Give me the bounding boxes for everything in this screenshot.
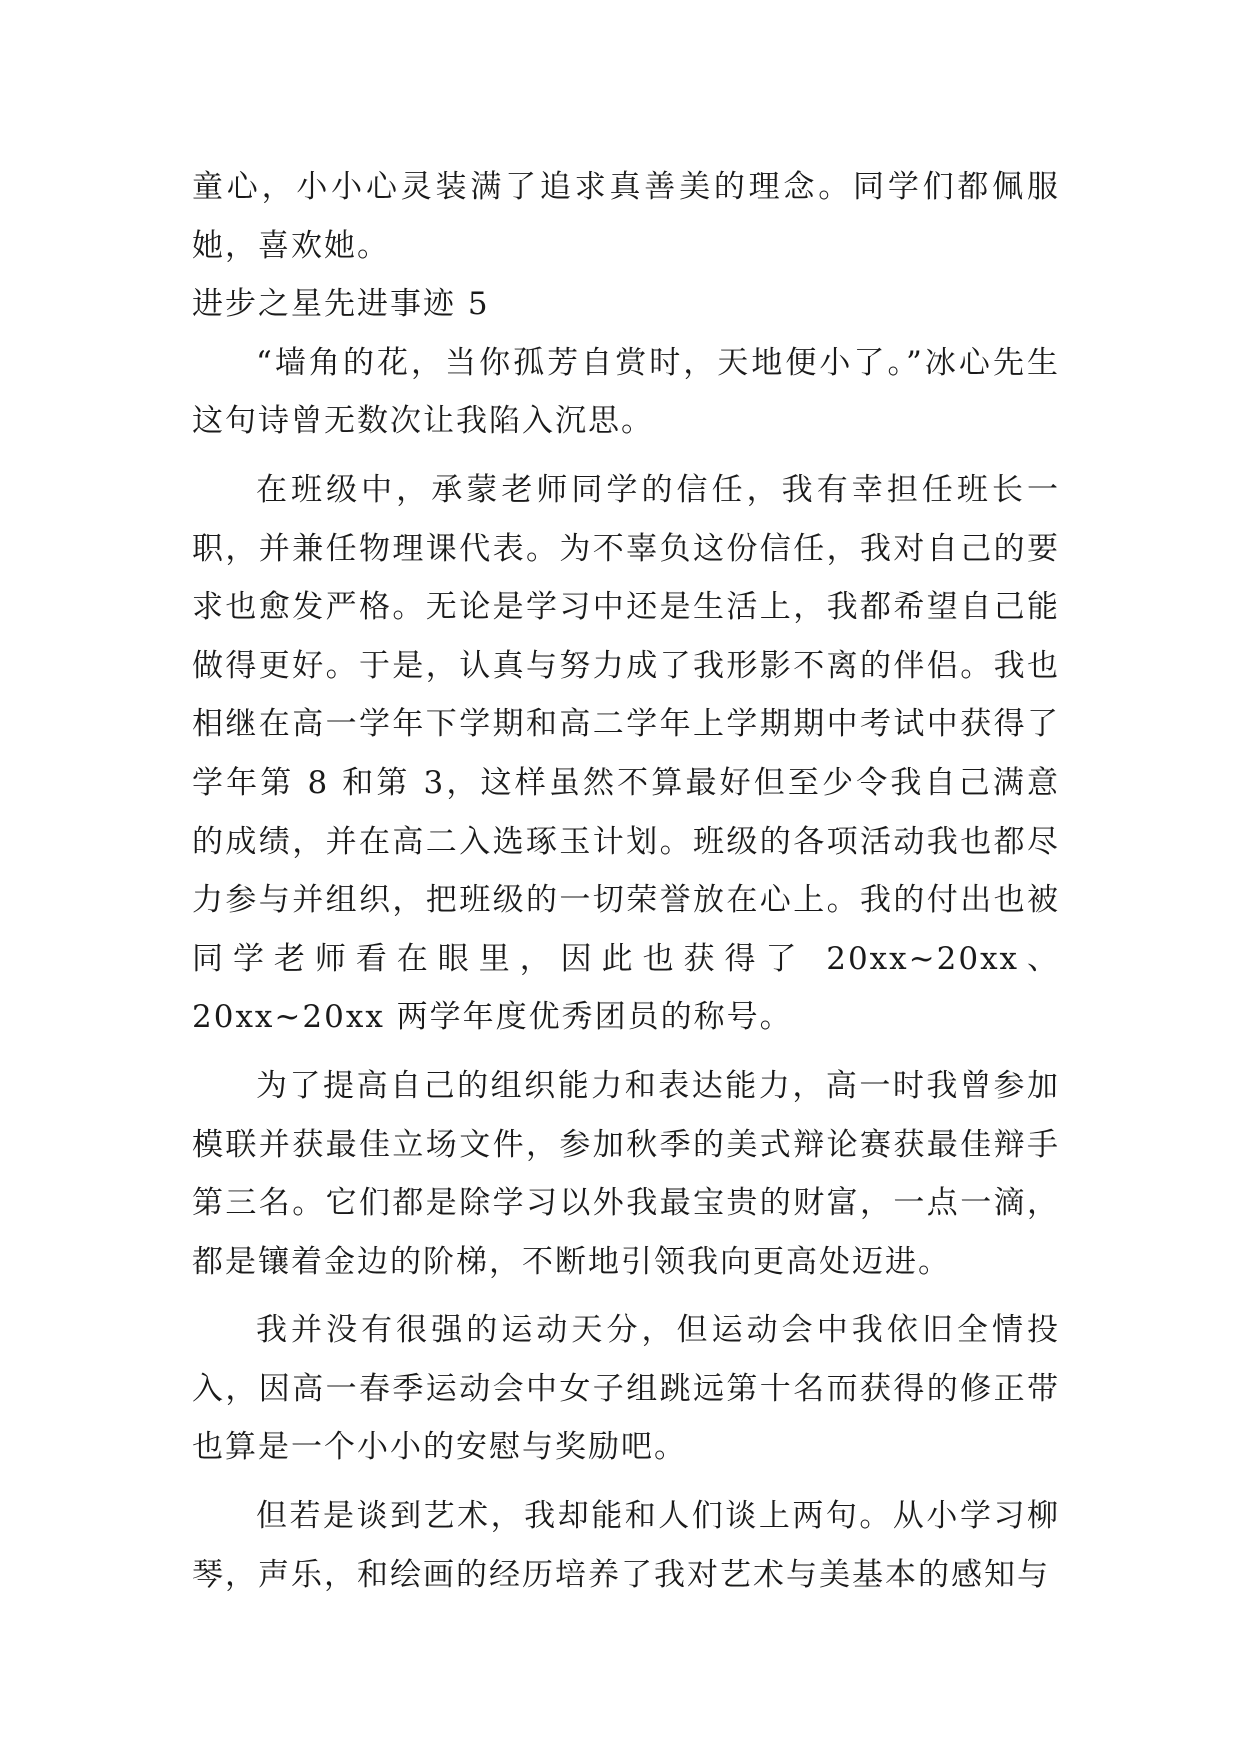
paragraph-debate: 为了提高自己的组织能力和表达能力，高一时我曾参加模联并获最佳立场文件，参加秋季的美式辩论赛获最佳辩手第三名。它们都是除学习以外我最宝贵的财富，一点一滴，都是镶着金边的阶梯，不断地引领我向更高处迈进。 <box>192 1067 1060 1280</box>
paragraph-art: 但若是谈到艺术，我却能和人们谈上两句。从小学习柳琴，声乐，和绘画的经历培养了我对艺术与美基本的感知与 <box>192 1498 1060 1593</box>
paragraph-quote: “墙角的花，当你孤芳自赏时，天地便小了。”冰心先生这句诗曾无数次让我陷入沉思。 <box>192 344 1060 440</box>
document-body <box>192 158 1060 1604</box>
paragraph-continued: 童心，小小心灵装满了追求真善美的理念。同学们都佩服她，喜欢她。 <box>192 169 1060 264</box>
paragraph-class-monitor: 在班级中，承蒙老师同学的信任，我有幸担任班长一职，并兼任物理课代表。为不辜负这份信任，我对自己的要求也愈发严格。无论是学习中还是生活上，我都希望自己能做得更好。于是，认真与努力成了我形影不离的伴侣。我也相继在高一学年下学期和高二学年上学期期中考试中获得了学年第 8 和第 3，这样虽然不算最好但至少令我自己满意的成绩，并在高二入选琢玉计划。班级的各项活动我也都尽力参与并组织，把班级的一切荣誉放在心上。我的付出也被同学老师看在眼里，因此也获得了 20xx~20xx、20xx~20xx 两学年度优秀团员的称号。 <box>192 471 1060 1036</box>
section-heading: 进步之星先进事迹 5 <box>192 286 490 323</box>
paragraph-sports: 我并没有很强的运动天分，但运动会中我依旧全情投入，因高一春季运动会中女子组跳远第十名而获得的修正带也算是一个小小的安慰与奖励吧。 <box>192 1312 1060 1466</box>
